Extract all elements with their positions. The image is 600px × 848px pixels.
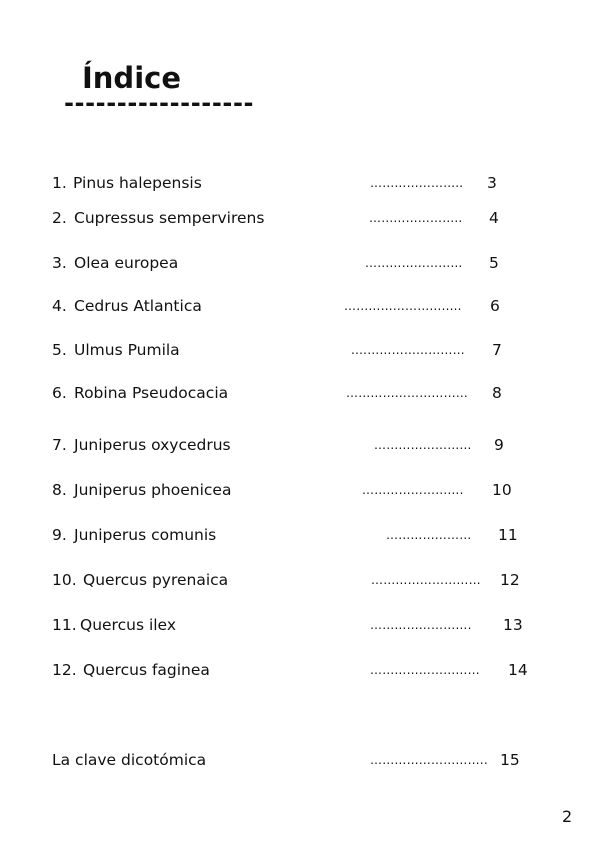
toc-entry-title: Juniperus phoenicea xyxy=(74,481,232,499)
toc-entry-page: 11 xyxy=(498,526,518,544)
toc-entry-title: Juniperus comunis xyxy=(74,526,217,544)
toc-entry-leader: …………………… xyxy=(374,438,472,452)
toc-entry-number: 4. xyxy=(52,297,67,315)
toc-entry-number: 7. xyxy=(52,436,67,454)
toc-entry-title: Juniperus oxycedrus xyxy=(74,436,231,454)
toc-entry-leader: ……………………. xyxy=(362,483,464,497)
toc-entry-title: La clave dicotómica xyxy=(52,751,207,769)
toc-entry-page: 4 xyxy=(489,209,499,227)
toc-entry-title: Quercus faginea xyxy=(83,661,210,679)
toc-entry-number: 1. xyxy=(52,174,67,192)
title-underline: ------------------ xyxy=(64,89,255,117)
toc-entry-leader: ……………………… xyxy=(370,663,480,677)
toc-entry-leader: .……………………… xyxy=(351,343,465,357)
toc-entry-page: 14 xyxy=(508,661,528,679)
toc-entry-page: 9 xyxy=(494,436,504,454)
toc-entry-page: 5 xyxy=(489,254,499,272)
toc-entry-leader: …………………… xyxy=(365,256,463,270)
toc-entry-title: Ulmus Pumila xyxy=(74,341,180,359)
toc-entry-leader: ……………………….. xyxy=(370,753,488,767)
toc-entry-number: 3. xyxy=(52,254,67,272)
toc-entry xyxy=(52,382,552,404)
toc-entry xyxy=(52,614,552,636)
page-number: 2 xyxy=(562,807,573,826)
toc-entry-page: 15 xyxy=(500,751,520,769)
toc-entry-leader: ………………..... xyxy=(370,176,464,190)
toc-entry-page: 3 xyxy=(487,174,497,192)
toc-entry-number: 5. xyxy=(52,341,67,359)
toc-entry-page: 10 xyxy=(492,481,512,499)
toc-entry xyxy=(52,524,552,546)
toc-entry-page: 12 xyxy=(500,571,520,589)
toc-entry-title: Pinus halepensis xyxy=(73,174,202,192)
toc-entry xyxy=(52,479,552,501)
toc-entry xyxy=(52,207,552,229)
toc-entry-leader: ……………………. xyxy=(370,618,472,632)
toc-entry xyxy=(52,434,552,456)
toc-entry-title: Cupressus sempervirens xyxy=(74,209,265,227)
toc-entry-page: 13 xyxy=(503,616,523,634)
toc-entry-page: 6 xyxy=(490,297,500,315)
toc-entry xyxy=(52,659,552,681)
toc-entry-leader: ……………………… xyxy=(371,573,481,587)
toc-entry-number: 12. xyxy=(52,661,77,679)
toc-entry-page: 7 xyxy=(492,341,502,359)
toc-entry-leader: ………………………… xyxy=(346,386,468,400)
toc-entry-title: Cedrus Atlantica xyxy=(74,297,202,315)
toc-entry-leader: ………………… xyxy=(386,528,472,542)
toc-entry-leader: ……………………..... xyxy=(344,299,462,313)
toc-entry xyxy=(52,749,552,771)
toc-entry-number: 9. xyxy=(52,526,67,544)
toc-entry-number: 10. xyxy=(52,571,77,589)
toc-entry xyxy=(52,252,552,274)
toc-entry-number: 8. xyxy=(52,481,67,499)
toc-entry-title: Robina Pseudocacia xyxy=(74,384,229,402)
toc-entry-number: 6. xyxy=(52,384,67,402)
toc-entry xyxy=(52,172,552,194)
toc-entry-leader: ………………….. xyxy=(369,211,463,225)
toc-entry xyxy=(52,339,552,361)
toc-entry-title: Quercus pyrenaica xyxy=(83,571,229,589)
toc-entry xyxy=(52,295,552,317)
toc-entry-title: Quercus ilex xyxy=(80,616,176,634)
toc-entry xyxy=(52,569,552,591)
toc-entry-page: 8 xyxy=(492,384,502,402)
page-title: Índice xyxy=(82,61,181,95)
toc-entry-number: 2. xyxy=(52,209,67,227)
toc-entry-title: Olea europea xyxy=(74,254,179,272)
toc-entry-number: 11. xyxy=(52,616,77,634)
